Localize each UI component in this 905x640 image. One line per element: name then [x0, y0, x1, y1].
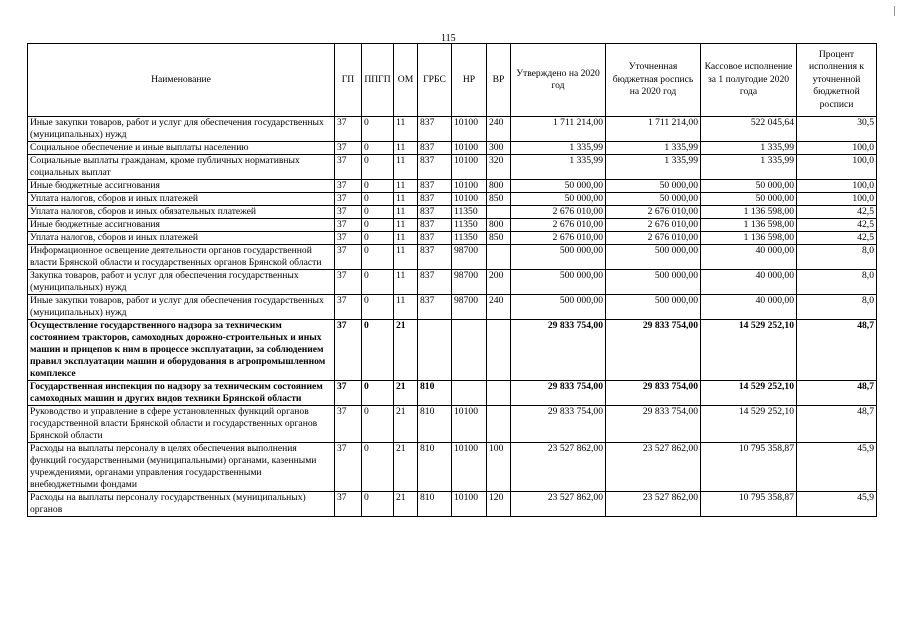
cell-gp: 37 [335, 295, 362, 320]
cell-refined: 50 000,00 [606, 180, 701, 193]
table-row [28, 443, 877, 492]
table-row [28, 492, 877, 517]
cell-percent: 8,0 [797, 295, 877, 320]
table-row [28, 320, 877, 381]
cell-ppgp: 0 [362, 295, 394, 320]
cell-gp: 37 [335, 193, 362, 206]
cell-grbs: 837 [418, 180, 452, 193]
cell-name: Расходы на выплаты персоналу в целях обеспечения выполнения функций государственными (муниципальными) органами, казенными учреждениями, органами управления государственными внебюджетными фондами [28, 443, 335, 492]
cell-refined: 500 000,00 [606, 270, 701, 295]
cell-nr [452, 320, 487, 381]
cell-vr [487, 206, 511, 219]
cell-ppgp: 0 [362, 492, 394, 517]
cell-name: Социальное обеспечение и иные выплаты населению [28, 142, 335, 155]
cell-om: 21 [394, 406, 418, 443]
cell-refined: 50 000,00 [606, 193, 701, 206]
table-row [28, 155, 877, 180]
cell-om: 21 [394, 492, 418, 517]
cell-grbs: 837 [418, 206, 452, 219]
cell-name: Государственная инспекция по надзору за техническим состоянием самоходных машин и других видов техники Брянской области [28, 381, 335, 406]
cell-gp: 37 [335, 381, 362, 406]
header-nr: НР [452, 44, 487, 117]
cell-om: 11 [394, 295, 418, 320]
table-row [28, 232, 877, 245]
table-row [28, 142, 877, 155]
cell-percent: 100,0 [797, 180, 877, 193]
table-row [28, 295, 877, 320]
cell-percent: 45,9 [797, 443, 877, 492]
cell-approved: 1 711 214,00 [511, 117, 606, 142]
cell-refined: 2 676 010,00 [606, 206, 701, 219]
cell-cash: 522 045,64 [701, 117, 797, 142]
cell-refined: 29 833 754,00 [606, 320, 701, 381]
cell-vr [487, 406, 511, 443]
cell-name: Осуществление государственного надзора за техническим состоянием тракторов, самоходных дорожно-строительных и иных машин и прицепов к ним в процессе эксплуатации, за соблюдением правил эксплуатации машин и оборудования в агропромышленном комплексе [28, 320, 335, 381]
cell-ppgp: 0 [362, 245, 394, 270]
cell-ppgp: 0 [362, 270, 394, 295]
page-number: 115 [441, 33, 456, 44]
cell-approved: 500 000,00 [511, 245, 606, 270]
cell-percent: 42,5 [797, 219, 877, 232]
cell-vr: 300 [487, 142, 511, 155]
cell-grbs: 837 [418, 245, 452, 270]
cell-om: 11 [394, 142, 418, 155]
cell-approved: 23 527 862,00 [511, 443, 606, 492]
cell-ppgp: 0 [362, 193, 394, 206]
table-row [28, 219, 877, 232]
table-row [28, 117, 877, 142]
cell-refined: 1 335,99 [606, 155, 701, 180]
cell-name: Иные закупки товаров, работ и услуг для обеспечения государственных (муниципальных) нужд [28, 295, 335, 320]
cell-nr: 10100 [452, 406, 487, 443]
cell-ppgp: 0 [362, 219, 394, 232]
header-grbs: ГРБС [418, 44, 452, 117]
cell-vr: 800 [487, 219, 511, 232]
cell-refined: 1 335,99 [606, 142, 701, 155]
header-name: Наименование [28, 44, 335, 117]
budget-table [27, 43, 877, 517]
cell-approved: 29 833 754,00 [511, 406, 606, 443]
table-row [28, 180, 877, 193]
cell-om: 11 [394, 245, 418, 270]
cell-cash: 1 335,99 [701, 142, 797, 155]
cell-name: Иные бюджетные ассигнования [28, 219, 335, 232]
cell-cash: 50 000,00 [701, 180, 797, 193]
cell-cash: 14 529 252,10 [701, 406, 797, 443]
cell-refined: 2 676 010,00 [606, 232, 701, 245]
cell-vr [487, 381, 511, 406]
cell-percent: 48,7 [797, 381, 877, 406]
cell-percent: 45,9 [797, 492, 877, 517]
cell-approved: 500 000,00 [511, 295, 606, 320]
cell-percent: 48,7 [797, 320, 877, 381]
cell-approved: 500 000,00 [511, 270, 606, 295]
table-row [28, 381, 877, 406]
cell-gp: 37 [335, 180, 362, 193]
cell-om: 11 [394, 270, 418, 295]
cell-ppgp: 0 [362, 180, 394, 193]
cell-approved: 29 833 754,00 [511, 320, 606, 381]
header-ppgp: ППГП [362, 44, 394, 117]
cell-name: Расходы на выплаты персоналу государственных (муниципальных) органов [28, 492, 335, 517]
cell-gp: 37 [335, 232, 362, 245]
cell-ppgp: 0 [362, 117, 394, 142]
cell-percent: 8,0 [797, 245, 877, 270]
cell-cash: 40 000,00 [701, 295, 797, 320]
cell-nr: 10100 [452, 117, 487, 142]
cell-ppgp: 0 [362, 320, 394, 381]
cell-refined: 29 833 754,00 [606, 406, 701, 443]
cell-nr: 10100 [452, 155, 487, 180]
cell-nr: 10100 [452, 193, 487, 206]
cell-gp: 37 [335, 219, 362, 232]
cell-cash: 14 529 252,10 [701, 381, 797, 406]
header-gp: ГП [335, 44, 362, 117]
cell-approved: 50 000,00 [511, 180, 606, 193]
cell-refined: 1 711 214,00 [606, 117, 701, 142]
cell-grbs: 837 [418, 117, 452, 142]
cell-vr: 240 [487, 295, 511, 320]
cell-name: Уплата налогов, сборов и иных платежей [28, 193, 335, 206]
cell-percent: 100,0 [797, 142, 877, 155]
cell-name: Информационное освещение деятельности органов государственной власти Брянской области и государственных органов Брянской области [28, 245, 335, 270]
header-refined: Уточненная бюджетная роспись на 2020 год [606, 44, 701, 117]
cell-om: 21 [394, 443, 418, 492]
cell-name: Руководство и управление в сфере установленных функций органов государственной власти Брянской области и государственных органов Брянской области [28, 406, 335, 443]
cell-cash: 1 136 598,00 [701, 232, 797, 245]
cell-nr: 10100 [452, 180, 487, 193]
cell-nr [452, 381, 487, 406]
header-om: ОМ [394, 44, 418, 117]
cell-refined: 2 676 010,00 [606, 219, 701, 232]
cell-gp: 37 [335, 206, 362, 219]
cell-gp: 37 [335, 320, 362, 381]
cell-grbs: 810 [418, 406, 452, 443]
cell-ppgp: 0 [362, 142, 394, 155]
cell-nr: 98700 [452, 295, 487, 320]
cell-gp: 37 [335, 117, 362, 142]
header-cash: Кассовое исполнение за 1 полугодие 2020 года [701, 44, 797, 117]
cell-vr: 800 [487, 180, 511, 193]
table-row [28, 206, 877, 219]
cell-cash: 1 136 598,00 [701, 206, 797, 219]
cell-ppgp: 0 [362, 232, 394, 245]
cell-vr: 320 [487, 155, 511, 180]
cell-refined: 500 000,00 [606, 295, 701, 320]
cell-vr: 100 [487, 443, 511, 492]
cell-vr: 850 [487, 232, 511, 245]
cell-gp: 37 [335, 245, 362, 270]
table-header-row [28, 44, 877, 117]
cell-ppgp: 0 [362, 206, 394, 219]
cell-refined: 23 527 862,00 [606, 492, 701, 517]
cell-om: 11 [394, 206, 418, 219]
cell-cash: 50 000,00 [701, 193, 797, 206]
cell-grbs [418, 320, 452, 381]
cell-nr: 11350 [452, 219, 487, 232]
cell-ppgp: 0 [362, 406, 394, 443]
cell-name: Иные бюджетные ассигнования [28, 180, 335, 193]
cell-nr: 98700 [452, 245, 487, 270]
header-vr: ВР [487, 44, 511, 117]
cell-vr: 240 [487, 117, 511, 142]
cell-approved: 1 335,99 [511, 155, 606, 180]
cell-gp: 37 [335, 270, 362, 295]
cell-ppgp: 0 [362, 443, 394, 492]
cell-cash: 1 136 598,00 [701, 219, 797, 232]
scan-mark [894, 6, 895, 16]
cell-nr: 10100 [452, 443, 487, 492]
cell-grbs: 837 [418, 219, 452, 232]
cell-name: Иные закупки товаров, работ и услуг для обеспечения государственных (муниципальных) нужд [28, 117, 335, 142]
cell-percent: 100,0 [797, 193, 877, 206]
cell-grbs: 837 [418, 155, 452, 180]
cell-percent: 8,0 [797, 270, 877, 295]
cell-gp: 37 [335, 406, 362, 443]
cell-om: 11 [394, 117, 418, 142]
cell-nr: 10100 [452, 492, 487, 517]
cell-percent: 100,0 [797, 155, 877, 180]
cell-grbs: 810 [418, 443, 452, 492]
cell-refined: 23 527 862,00 [606, 443, 701, 492]
cell-refined: 500 000,00 [606, 245, 701, 270]
cell-nr: 11350 [452, 206, 487, 219]
cell-nr: 11350 [452, 232, 487, 245]
cell-approved: 2 676 010,00 [511, 232, 606, 245]
cell-gp: 37 [335, 443, 362, 492]
table-row [28, 406, 877, 443]
cell-vr [487, 320, 511, 381]
cell-gp: 37 [335, 142, 362, 155]
cell-nr: 98700 [452, 270, 487, 295]
cell-percent: 42,5 [797, 206, 877, 219]
cell-name: Социальные выплаты гражданам, кроме публичных нормативных социальных выплат [28, 155, 335, 180]
cell-approved: 50 000,00 [511, 193, 606, 206]
cell-cash: 40 000,00 [701, 270, 797, 295]
cell-cash: 14 529 252,10 [701, 320, 797, 381]
cell-approved: 29 833 754,00 [511, 381, 606, 406]
cell-refined: 29 833 754,00 [606, 381, 701, 406]
cell-percent: 30,5 [797, 117, 877, 142]
cell-name: Уплата налогов, сборов и иных платежей [28, 232, 335, 245]
cell-nr: 10100 [452, 142, 487, 155]
cell-vr [487, 245, 511, 270]
cell-approved: 1 335,99 [511, 142, 606, 155]
cell-name: Уплата налогов, сборов и иных обязательных платежей [28, 206, 335, 219]
cell-cash: 10 795 358,87 [701, 443, 797, 492]
cell-om: 11 [394, 219, 418, 232]
table-row [28, 270, 877, 295]
cell-om: 21 [394, 381, 418, 406]
cell-om: 11 [394, 193, 418, 206]
table-row [28, 193, 877, 206]
cell-vr: 120 [487, 492, 511, 517]
cell-cash: 40 000,00 [701, 245, 797, 270]
cell-cash: 10 795 358,87 [701, 492, 797, 517]
cell-gp: 37 [335, 155, 362, 180]
cell-cash: 1 335,99 [701, 155, 797, 180]
cell-grbs: 837 [418, 270, 452, 295]
cell-vr: 200 [487, 270, 511, 295]
cell-grbs: 810 [418, 492, 452, 517]
cell-approved: 2 676 010,00 [511, 206, 606, 219]
cell-grbs: 837 [418, 142, 452, 155]
header-percent: Процент исполнения к уточненной бюджетной росписи [797, 44, 877, 117]
table-row [28, 245, 877, 270]
cell-ppgp: 0 [362, 155, 394, 180]
cell-om: 21 [394, 320, 418, 381]
cell-gp: 37 [335, 492, 362, 517]
cell-percent: 42,5 [797, 232, 877, 245]
cell-grbs: 810 [418, 381, 452, 406]
cell-vr: 850 [487, 193, 511, 206]
cell-name: Закупка товаров, работ и услуг для обеспечения государственных (муниципальных) нужд [28, 270, 335, 295]
cell-grbs: 837 [418, 193, 452, 206]
cell-approved: 2 676 010,00 [511, 219, 606, 232]
cell-ppgp: 0 [362, 381, 394, 406]
cell-om: 11 [394, 232, 418, 245]
cell-grbs: 837 [418, 232, 452, 245]
cell-approved: 23 527 862,00 [511, 492, 606, 517]
header-approved: Утверждено на 2020 год [511, 44, 606, 117]
cell-percent: 48,7 [797, 406, 877, 443]
cell-om: 11 [394, 155, 418, 180]
cell-om: 11 [394, 180, 418, 193]
cell-grbs: 837 [418, 295, 452, 320]
